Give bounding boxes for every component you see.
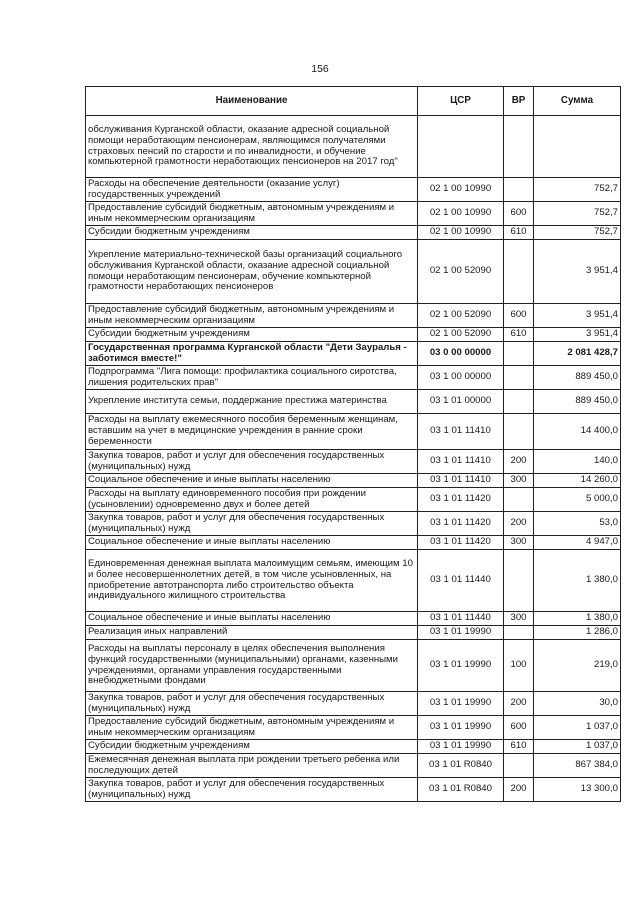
table-row bbox=[86, 450, 621, 474]
row-vr-cell: 610 bbox=[504, 740, 534, 754]
row-name-cell: Субсидии бюджетным учреждениям bbox=[86, 740, 418, 754]
row-vr-cell: 100 bbox=[504, 640, 534, 692]
row-csr-cell bbox=[418, 116, 504, 178]
row-name-cell: Подпрограмма "Лига помощи: профилактика социального сиротства, лишения родительских прав" bbox=[86, 366, 418, 390]
row-vr-cell: 600 bbox=[504, 716, 534, 740]
row-name-cell: Расходы на выплату ежемесячного пособия беременным женщинам, вставшим на учет в медицинские учреждения в ранние сроки беременности bbox=[86, 414, 418, 450]
table-row bbox=[86, 390, 621, 414]
table-row bbox=[86, 778, 621, 802]
row-sum-cell: 889 450,0 bbox=[534, 366, 621, 390]
table-row bbox=[86, 342, 621, 366]
row-name-cell: Закупка товаров, работ и услуг для обеспечения государственных (муниципальных) нужд bbox=[86, 692, 418, 716]
table-row bbox=[86, 536, 621, 550]
row-vr-cell bbox=[504, 414, 534, 450]
row-sum-cell: 14 260,0 bbox=[534, 474, 621, 488]
row-sum-cell: 219,0 bbox=[534, 640, 621, 692]
row-sum-cell: 752,7 bbox=[534, 226, 621, 240]
row-name-cell: Ежемесячная денежная выплата при рождении третьего ребенка или последующих детей bbox=[86, 754, 418, 778]
row-name-cell: Субсидии бюджетным учреждениям bbox=[86, 328, 418, 342]
row-sum-cell: 1 037,0 bbox=[534, 740, 621, 754]
row-name-cell: Расходы на выплату единовременного пособия при рождении (усыновлении) одновременно двух и более детей bbox=[86, 488, 418, 512]
row-csr-cell: 03 1 01 R0840 bbox=[418, 778, 504, 802]
row-csr-cell: 03 1 00 00000 bbox=[418, 366, 504, 390]
row-csr-cell: 03 1 01 11410 bbox=[418, 450, 504, 474]
row-vr-cell: 600 bbox=[504, 202, 534, 226]
row-vr-cell bbox=[504, 754, 534, 778]
row-vr-cell: 610 bbox=[504, 328, 534, 342]
row-vr-cell: 300 bbox=[504, 612, 534, 626]
row-vr-cell bbox=[504, 488, 534, 512]
row-vr-cell bbox=[504, 550, 534, 612]
table-row bbox=[86, 512, 621, 536]
row-vr-cell: 200 bbox=[504, 692, 534, 716]
row-sum-cell: 3 951,4 bbox=[534, 240, 621, 304]
row-csr-cell: 03 1 01 11420 bbox=[418, 512, 504, 536]
row-vr-cell: 200 bbox=[504, 450, 534, 474]
row-vr-cell bbox=[504, 116, 534, 178]
table-row bbox=[86, 550, 621, 612]
table-row bbox=[86, 474, 621, 488]
table-row bbox=[86, 692, 621, 716]
table-row bbox=[86, 626, 621, 640]
row-name-cell: Социальное обеспечение и иные выплаты населению bbox=[86, 474, 418, 488]
row-sum-cell: 14 400,0 bbox=[534, 414, 621, 450]
row-sum-cell: 1 286,0 bbox=[534, 626, 621, 640]
row-name-cell: Предоставление субсидий бюджетным, автономным учреждениям и иным некоммерческим организациям bbox=[86, 716, 418, 740]
row-sum-cell: 3 951,4 bbox=[534, 304, 621, 328]
row-name-cell: Предоставление субсидий бюджетным, автономным учреждениям и иным некоммерческим организациям bbox=[86, 304, 418, 328]
row-csr-cell: 03 1 01 00000 bbox=[418, 390, 504, 414]
row-name-cell: Закупка товаров, работ и услуг для обеспечения государственных (муниципальных) нужд bbox=[86, 512, 418, 536]
row-sum-cell: 4 947,0 bbox=[534, 536, 621, 550]
row-name-cell: Реализация иных направлений bbox=[86, 626, 418, 640]
table-row bbox=[86, 304, 621, 328]
row-csr-cell: 03 1 01 11420 bbox=[418, 488, 504, 512]
row-sum-cell: 13 300,0 bbox=[534, 778, 621, 802]
row-name-cell: Расходы на обеспечение деятельности (оказание услуг) государственных учреждений bbox=[86, 178, 418, 202]
row-vr-cell: 200 bbox=[504, 512, 534, 536]
row-vr-cell bbox=[504, 390, 534, 414]
table-row bbox=[86, 240, 621, 304]
row-name-cell: Укрепление института семьи, поддержание престижа материнства bbox=[86, 390, 418, 414]
table-row bbox=[86, 116, 621, 178]
row-sum-cell: 140,0 bbox=[534, 450, 621, 474]
row-vr-cell bbox=[504, 178, 534, 202]
row-name-cell: Государственная программа Курганской области "Дети Зауралья - заботимся вместе!" bbox=[86, 342, 418, 366]
row-sum-cell bbox=[534, 116, 621, 178]
row-sum-cell: 5 000,0 bbox=[534, 488, 621, 512]
table-row bbox=[86, 488, 621, 512]
row-csr-cell: 03 0 00 00000 bbox=[418, 342, 504, 366]
table-row bbox=[86, 202, 621, 226]
row-vr-cell bbox=[504, 626, 534, 640]
row-csr-cell: 03 1 01 19990 bbox=[418, 692, 504, 716]
row-csr-cell: 02 1 00 10990 bbox=[418, 226, 504, 240]
row-name-cell: обслуживания Курганской области, оказание адресной социальной помощи неработающим пенсионерам, являющимся получателями страховых пенсий по старости и по инвалидности, и обучение компьютерной грамотности неработающих пенсионеров на 2017 год" bbox=[86, 116, 418, 178]
row-sum-cell: 867 384,0 bbox=[534, 754, 621, 778]
row-sum-cell: 752,7 bbox=[534, 202, 621, 226]
table-row bbox=[86, 226, 621, 240]
row-csr-cell: 02 1 00 52090 bbox=[418, 328, 504, 342]
row-csr-cell: 02 1 00 52090 bbox=[418, 240, 504, 304]
row-vr-cell bbox=[504, 342, 534, 366]
row-vr-cell: 300 bbox=[504, 536, 534, 550]
header-sum: Сумма bbox=[534, 87, 621, 116]
row-vr-cell: 600 bbox=[504, 304, 534, 328]
row-sum-cell: 2 081 428,7 bbox=[534, 342, 621, 366]
row-csr-cell: 03 1 01 19990 bbox=[418, 716, 504, 740]
row-csr-cell: 03 1 01 R0840 bbox=[418, 754, 504, 778]
row-csr-cell: 03 1 01 19990 bbox=[418, 626, 504, 640]
budget-table bbox=[85, 86, 621, 802]
row-name-cell: Предоставление субсидий бюджетным, автономным учреждениям и иным некоммерческим организациям bbox=[86, 202, 418, 226]
table-row bbox=[86, 754, 621, 778]
page-number: 156 bbox=[311, 63, 329, 75]
row-name-cell: Укрепление материально-технической базы организаций социального обслуживания Курганской области, оказание адресной социальной помощи неработающим пенсионерам, обучение компьютерной грамотности неработающих пенсионеров bbox=[86, 240, 418, 304]
row-sum-cell: 752,7 bbox=[534, 178, 621, 202]
row-csr-cell: 02 1 00 10990 bbox=[418, 202, 504, 226]
row-csr-cell: 03 1 01 11410 bbox=[418, 414, 504, 450]
table-row bbox=[86, 612, 621, 626]
row-csr-cell: 03 1 01 11410 bbox=[418, 474, 504, 488]
row-name-cell: Закупка товаров, работ и услуг для обеспечения государственных (муниципальных) нужд bbox=[86, 450, 418, 474]
row-vr-cell: 610 bbox=[504, 226, 534, 240]
row-sum-cell: 1 037,0 bbox=[534, 716, 621, 740]
header-csr: ЦСР bbox=[418, 87, 504, 116]
row-csr-cell: 03 1 01 19990 bbox=[418, 640, 504, 692]
row-vr-cell: 300 bbox=[504, 474, 534, 488]
table-row bbox=[86, 328, 621, 342]
row-csr-cell: 02 1 00 52090 bbox=[418, 304, 504, 328]
row-sum-cell: 1 380,0 bbox=[534, 612, 621, 626]
row-name-cell: Социальное обеспечение и иные выплаты населению bbox=[86, 612, 418, 626]
row-name-cell: Социальное обеспечение и иные выплаты населению bbox=[86, 536, 418, 550]
row-csr-cell: 03 1 01 11420 bbox=[418, 536, 504, 550]
table-row bbox=[86, 414, 621, 450]
row-sum-cell: 1 380,0 bbox=[534, 550, 621, 612]
row-vr-cell bbox=[504, 366, 534, 390]
row-name-cell: Единовременная денежная выплата малоимущим семьям, имеющим 10 и более несовершеннолетних детей, в том числе усыновленных, на приобретение автотранспорта либо строительство объекта индивидуального жилищного строительства bbox=[86, 550, 418, 612]
table-row bbox=[86, 716, 621, 740]
table-row bbox=[86, 366, 621, 390]
row-name-cell: Закупка товаров, работ и услуг для обеспечения государственных (муниципальных) нужд bbox=[86, 778, 418, 802]
row-name-cell: Расходы на выплаты персоналу в целях обеспечения выполнения функций государственными (муниципальными) органами, казенными учреждениями, органами управления государственными внебюджетными фондами bbox=[86, 640, 418, 692]
row-csr-cell: 02 1 00 10990 bbox=[418, 178, 504, 202]
header-vr: ВР bbox=[504, 87, 534, 116]
row-csr-cell: 03 1 01 11440 bbox=[418, 550, 504, 612]
table-header-row bbox=[86, 87, 621, 116]
row-sum-cell: 3 951,4 bbox=[534, 328, 621, 342]
row-vr-cell bbox=[504, 240, 534, 304]
table-row bbox=[86, 740, 621, 754]
table-row bbox=[86, 640, 621, 692]
row-vr-cell: 200 bbox=[504, 778, 534, 802]
row-sum-cell: 30,0 bbox=[534, 692, 621, 716]
row-csr-cell: 03 1 01 11440 bbox=[418, 612, 504, 626]
row-sum-cell: 889 450,0 bbox=[534, 390, 621, 414]
table-row bbox=[86, 178, 621, 202]
header-name: Наименование bbox=[86, 87, 418, 116]
row-sum-cell: 53,0 bbox=[534, 512, 621, 536]
row-name-cell: Субсидии бюджетным учреждениям bbox=[86, 226, 418, 240]
row-csr-cell: 03 1 01 19990 bbox=[418, 740, 504, 754]
